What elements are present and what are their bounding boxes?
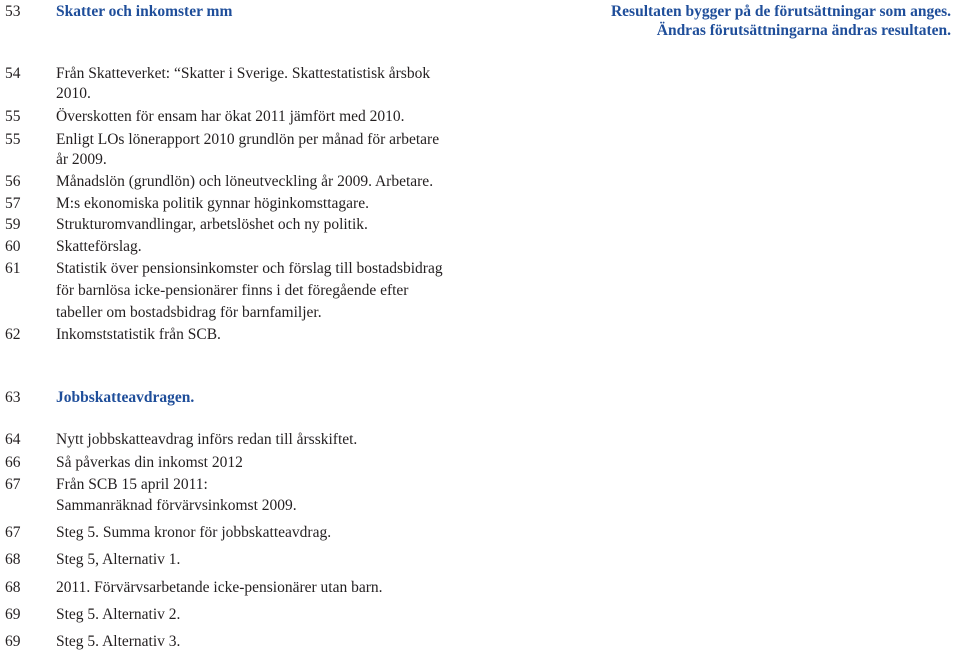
ref-text: 2011. Förvärvsarbetande icke-pensionärer utan barn. — [56, 579, 383, 596]
ref-number: 56 — [5, 173, 21, 190]
ref-number: 69 — [5, 633, 21, 650]
ref-number: 61 — [5, 260, 21, 277]
ref-number: 68 — [5, 551, 21, 568]
ref-text: M:s ekonomiska politik gynnar höginkomsttagare. — [56, 195, 369, 212]
disclaimer-line-2: Ändras förutsättningarna ändras resultaten. — [656, 22, 951, 39]
disclaimer-line-1: Resultaten bygger på de förutsättningar som anges. — [610, 3, 951, 20]
ref-text: Steg 5. Alternativ 2. — [56, 606, 181, 623]
ref-text: Skatteförslag. — [56, 238, 142, 255]
ref-text: tabeller om bostadsbidrag för barnfamiljer. — [56, 304, 322, 321]
ref-number: 57 — [5, 195, 21, 212]
ref-number: 67 — [5, 476, 21, 493]
ref-text: Månadslön (grundlön) och löneutveckling år 2009. Arbetare. — [56, 173, 434, 190]
disclaimer-note — [611, 2, 951, 40]
ref-number: 67 — [5, 524, 21, 541]
ref-number: 55 — [5, 108, 21, 125]
ref-text: Steg 5. Alternativ 3. — [56, 633, 181, 650]
ref-number: 62 — [5, 326, 21, 343]
ref-text: Steg 5. Summa kronor för jobbskatteavdrag. — [56, 524, 332, 541]
ref-text: Steg 5, Alternativ 1. — [56, 551, 181, 568]
ref-number: 66 — [5, 454, 21, 471]
section-number: 63 — [5, 389, 21, 406]
section-title: Jobbskatteavdragen. — [56, 389, 195, 406]
ref-text: Överskotten för ensam har ökat 2011 jämfört med 2010. — [56, 108, 405, 125]
ref-text: Nytt jobbskatteavdrag införs redan till årsskiftet. — [56, 431, 358, 448]
ref-text: för barnlösa icke-pensionärer finns i det föregående efter — [56, 282, 409, 299]
ref-text: Så påverkas din inkomst 2012 — [56, 454, 243, 471]
section-number: 53 — [5, 3, 21, 20]
ref-number: 60 — [5, 238, 21, 255]
ref-text: Inkomststatistik från SCB. — [56, 326, 221, 343]
ref-text: Strukturomvandlingar, arbetslöshet och ny politik. — [56, 216, 368, 233]
ref-text: Statistik över pensionsinkomster och förslag till bostadsbidrag — [56, 260, 443, 277]
ref-text: 2010. — [56, 85, 91, 102]
section-title: Skatter och inkomster mm — [56, 3, 233, 20]
ref-number: 59 — [5, 216, 21, 233]
ref-text: år 2009. — [56, 151, 107, 168]
ref-text: Sammanräknad förvärvsinkomst 2009. — [56, 497, 297, 514]
ref-number: 69 — [5, 606, 21, 623]
ref-text: Enligt LOs lönerapport 2010 grundlön per månad för arbetare — [56, 131, 440, 148]
ref-number: 54 — [5, 65, 21, 82]
ref-text: Från SCB 15 april 2011: — [56, 476, 208, 493]
ref-number: 64 — [5, 431, 21, 448]
ref-number: 68 — [5, 579, 21, 596]
ref-text: Från Skatteverket: “Skatter i Sverige. Skattestatistisk årsbok — [56, 65, 431, 82]
ref-number: 55 — [5, 131, 21, 148]
